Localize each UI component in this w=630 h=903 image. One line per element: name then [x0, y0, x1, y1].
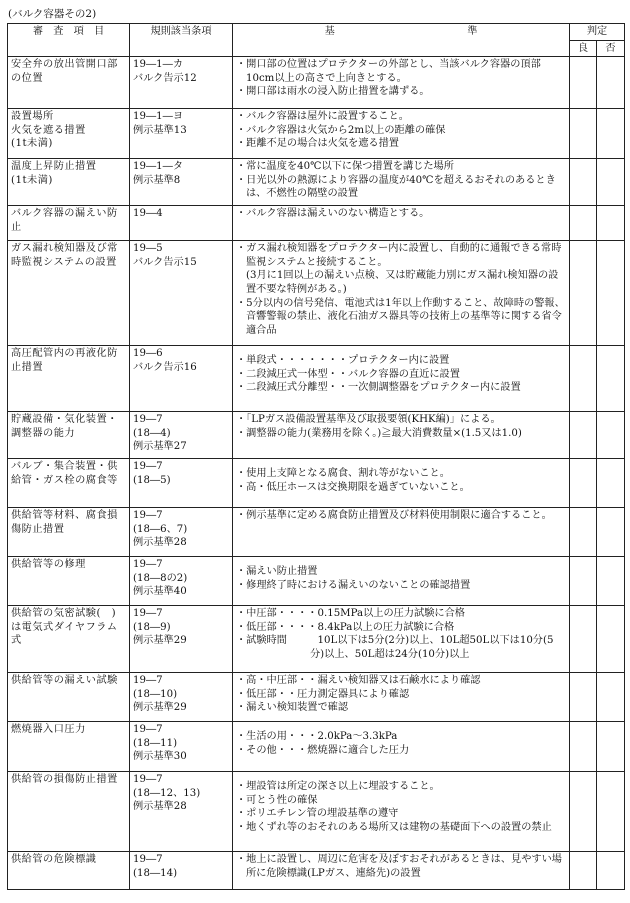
ref-line: (18―6、7) [133, 523, 188, 535]
judgment-bad-cell[interactable] [597, 241, 625, 346]
table-row [8, 673, 625, 722]
judgment-good-cell[interactable] [570, 346, 597, 412]
item-cell: バルク容器の漏えい防止 [8, 206, 130, 241]
criteria-cell [233, 412, 570, 459]
criteria-cell [233, 557, 570, 606]
judgment-bad-cell[interactable] [597, 673, 625, 722]
item-cell: 供給管等の漏えい試験 [8, 673, 130, 722]
table-row [8, 346, 625, 412]
spacer [236, 558, 566, 565]
criteria-line: ・バルク容器は火気から2m以上の距離の確保 [236, 124, 446, 136]
criteria-line: ・漏えい検知装置で確認 [236, 702, 349, 714]
ref-cell [130, 772, 233, 852]
table-row [8, 459, 625, 508]
criteria-line: ・生活の用・・・2.0kPa～3.3kPa [236, 731, 398, 743]
ref-cell [130, 673, 233, 722]
criteria-cell [233, 459, 570, 508]
ref-line: 19―1―タ [133, 161, 184, 173]
judgment-bad-cell[interactable] [597, 412, 625, 459]
ref-line: 19―1―カ [133, 59, 184, 71]
criteria-cell [233, 852, 570, 890]
criteria-cell [233, 722, 570, 772]
ref-line: 19―1―ヨ [133, 111, 184, 123]
inspection-checklist-table [7, 23, 625, 890]
criteria-line: ・低圧部・・・・8.4kPa以上の圧力試験に合格 [236, 621, 455, 633]
judgment-good-cell[interactable] [570, 206, 597, 241]
spacer [236, 460, 566, 467]
ref-line: 例示基準8 [133, 174, 181, 186]
judgment-bad-cell[interactable] [597, 772, 625, 852]
table-row [8, 557, 625, 606]
criteria-line: ・常に温度を40℃以下に保つ措置を講じた場所 [236, 161, 454, 173]
table-row [8, 159, 625, 206]
table-row [8, 57, 625, 109]
criteria-cell [233, 772, 570, 852]
criteria-cell [233, 109, 570, 159]
item-cell: 設置場所 火気を遮る措置 (1t未満) [8, 109, 130, 159]
criteria-cell [233, 508, 570, 557]
ref-line: 例示基準13 [133, 124, 187, 136]
criteria-line: ・その他・・・燃焼器に適合した圧力 [236, 744, 410, 756]
criteria-line: ・距離不足の場合は火気を遮る措置 [236, 138, 399, 150]
item-cell: 供給管の危険標識 [8, 852, 130, 890]
item-cell: 供給管等の修理 [8, 557, 130, 606]
ref-line: (18―9) [133, 621, 171, 633]
judgment-good-cell[interactable] [570, 109, 597, 159]
item-cell: 温度上昇防止措置 (1t未満) [8, 159, 130, 206]
header-ref: 規則該当条項 [130, 24, 233, 57]
ref-line: 例示基準29 [133, 702, 187, 714]
ref-line: 19―7 [133, 854, 163, 866]
criteria-line: ・可とう性の確保 [236, 794, 318, 806]
criteria-cell [233, 346, 570, 412]
ref-cell [130, 241, 233, 346]
ref-line: (18―14) [133, 867, 178, 879]
criteria-line: ・5分以内の信号発信、電池式は1年以上作動すること、故障時の警報、音響警報の禁止、液化石油ガス器具等の技術上の基準等に関する省令適合品 [236, 297, 565, 336]
criteria-line: ・ポリエチレン管の埋設基準の遵守 [236, 808, 399, 820]
criteria-line: ・試験時間 10L以下は5分(2分)以上、10L超50L以下は10分(5分)以上、50L超は24分(10分)以上 [236, 635, 554, 660]
criteria-cell [233, 206, 570, 241]
criteria-cell [233, 57, 570, 109]
ref-line: 19―7 [133, 461, 163, 473]
item-cell: 供給管の損傷防止措置 [8, 772, 130, 852]
table-row [8, 109, 625, 159]
table-row [8, 606, 625, 673]
ref-line: (18―4) [133, 427, 171, 439]
item-cell: 高圧配管内の再液化防止措置 [8, 346, 130, 412]
criteria-cell [233, 606, 570, 673]
criteria-cell [233, 159, 570, 206]
criteria-line: ・開口部は雨水の浸入防止措置を講ずる。 [236, 86, 430, 98]
judgment-good-cell[interactable] [570, 57, 597, 109]
criteria-line: ・ガス漏れ検知器をプロテクター内に設置し、自動的に通報できる常時監視システムと接続すること。 [236, 243, 562, 268]
judgment-good-cell[interactable] [570, 673, 597, 722]
criteria-line: ・調整器の能力(業務用を除く。)≧最大消費数量×(1.5又は1.0) [236, 427, 522, 439]
ref-cell [130, 606, 233, 673]
judgment-good-cell[interactable] [570, 412, 597, 459]
criteria-line: ・バルク容器は屋外に設置すること。 [236, 111, 409, 123]
item-cell: バルブ・集合装置・供給管・ガス栓の腐食等 [8, 459, 130, 508]
ref-cell [130, 109, 233, 159]
judgment-bad-cell[interactable] [597, 459, 625, 508]
ref-cell [130, 508, 233, 557]
judgment-good-cell[interactable] [570, 606, 597, 673]
ref-line: (18―5) [133, 474, 171, 486]
item-cell: ガス漏れ検知器及び常時監視システムの設置 [8, 241, 130, 346]
criteria-cell [233, 673, 570, 722]
criteria-line: ・二段減圧式一体型・・バルク容器の直近に設置 [236, 368, 460, 380]
ref-cell [130, 57, 233, 109]
ref-line: バルク告示15 [133, 256, 197, 268]
ref-line: 19―7 [133, 608, 163, 620]
item-cell: 供給管等材料、腐食損傷防止措置 [8, 508, 130, 557]
ref-line: 例示基準40 [133, 586, 187, 598]
judgment-bad-cell[interactable] [597, 109, 625, 159]
criteria-line: ・開口部の位置はプロテクターの外部とし、当該バルク容器の頂部10cm以上の高さで上向きとする。 [236, 59, 541, 84]
judgment-good-cell[interactable] [570, 459, 597, 508]
judgment-bad-cell[interactable] [597, 57, 625, 109]
item-cell: 貯蔵設備・気化装置・調整器の能力 [8, 412, 130, 459]
item-cell: 供給管の気密試験( )は電気式ダイヤフラム式 [8, 606, 130, 673]
item-cell: 安全弁の放出管開口部の位置 [8, 57, 130, 109]
criteria-line: ・高・中圧部・・漏えい検知器又は石鹸水により確認 [236, 675, 481, 687]
header-criteria: 基 準 [233, 24, 570, 57]
ref-line: 例示基準28 [133, 537, 187, 549]
header-good: 良 [570, 40, 597, 57]
judgment-good-cell[interactable] [570, 508, 597, 557]
judgment-bad-cell[interactable] [597, 206, 625, 241]
ref-line: 例示基準27 [133, 441, 187, 453]
criteria-line: ・使用上支障となる腐食、割れ等がないこと。 [236, 468, 450, 480]
ref-cell [130, 722, 233, 772]
ref-line: 19―6 [133, 348, 163, 360]
table-row [8, 772, 625, 852]
criteria-line: ・例示基準に定める腐食防止措置及び材料使用制限に適合すること。 [236, 510, 552, 522]
ref-line: 19―4 [133, 208, 163, 220]
ref-line: 19―7 [133, 724, 163, 736]
table-row [8, 852, 625, 890]
judgment-bad-cell[interactable] [597, 557, 625, 606]
criteria-line: ・単段式・・・・・・・プロテクター内に設置 [236, 355, 450, 367]
ref-line: 19―7 [133, 675, 163, 687]
table-row [8, 722, 625, 772]
page-caption: (バルク容器その2) [8, 8, 97, 20]
criteria-line: (3月に1回以上の漏えい点検、又は貯蔵能力別にガス漏れ検知器の設置不要な特例がある。) [246, 270, 559, 295]
judgment-bad-cell[interactable] [597, 852, 625, 890]
ref-line: 19―7 [133, 510, 163, 522]
criteria-line: ・漏えい防止措置 [236, 566, 318, 578]
judgment-good-cell[interactable] [570, 557, 597, 606]
judgment-good-cell[interactable] [570, 159, 597, 206]
criteria-line: ・低圧部・・圧力測定器具により確認 [236, 688, 410, 700]
table-row [8, 241, 625, 346]
ref-line: 19―7 [133, 774, 163, 786]
ref-cell [130, 159, 233, 206]
criteria-line: ・バルク容器は漏えいのない構造とする。 [236, 208, 430, 220]
spacer [236, 723, 566, 730]
table-row [8, 412, 625, 459]
judgment-bad-cell[interactable] [597, 159, 625, 206]
spacer [236, 773, 566, 780]
ref-cell [130, 412, 233, 459]
criteria-line: ・「LPガス設備設置基準及び取扱要領(KHK編)」による。 [236, 414, 501, 426]
criteria-line: ・高・低圧ホースは交換期限を過ぎていないこと。 [236, 481, 470, 493]
criteria-line: ・地上に設置し、周辺に危害を及ぼすおそれがあるときは、見やすい場所に危険標識(LPガス、連絡先)の設置 [236, 854, 562, 879]
ref-line: (18―10) [133, 688, 178, 700]
header-judgment: 判定 [570, 24, 625, 41]
judgment-bad-cell[interactable] [597, 722, 625, 772]
criteria-line: ・中圧部・・・・0.15MPa以上の圧力試験に合格 [236, 608, 465, 620]
header-bad: 否 [597, 40, 625, 57]
criteria-line: ・地くずれ等のおそれのある場所又は建物の基礎面下への設置の禁止 [236, 821, 552, 833]
ref-cell [130, 346, 233, 412]
ref-line: 19―7 [133, 559, 163, 571]
ref-cell [130, 206, 233, 241]
ref-cell [130, 459, 233, 508]
criteria-line: ・埋設管は所定の深さ以上に埋設すること。 [236, 781, 440, 793]
ref-line: (18―8の2) [133, 572, 188, 584]
table-row [8, 508, 625, 557]
ref-line: (18―11) [133, 737, 178, 749]
criteria-cell [233, 241, 570, 346]
judgment-good-cell[interactable] [570, 241, 597, 346]
ref-cell [130, 852, 233, 890]
ref-cell [130, 557, 233, 606]
criteria-line: ・日光以外の熱源により容器の温度が40℃を超えるおそれのあるときは、不燃性の隔壁の設置 [236, 174, 556, 200]
ref-line: (18―12、13) [133, 787, 201, 799]
criteria-line: ・修理終了時における漏えいのないことの確認措置 [236, 579, 471, 591]
judgment-bad-cell[interactable] [597, 606, 625, 673]
judgment-good-cell[interactable] [570, 852, 597, 890]
item-cell: 燃焼器入口圧力 [8, 722, 130, 772]
ref-line: 19―5 [133, 243, 163, 255]
ref-line: 19―7 [133, 414, 163, 426]
ref-line: 例示基準28 [133, 801, 187, 813]
ref-line: 例示基準29 [133, 635, 187, 647]
ref-line: 例示基準30 [133, 751, 187, 763]
spacer [236, 347, 566, 354]
header-item: 審 査 項 目 [8, 24, 130, 57]
table-row [8, 206, 625, 241]
judgment-bad-cell[interactable] [597, 346, 625, 412]
judgment-bad-cell[interactable] [597, 508, 625, 557]
judgment-good-cell[interactable] [570, 772, 597, 852]
ref-line: バルク告示12 [133, 72, 197, 84]
judgment-good-cell[interactable] [570, 722, 597, 772]
ref-line: バルク告示16 [133, 361, 197, 373]
criteria-line: ・二段減圧式分離型・・一次側調整器をプロテクター内に設置 [236, 382, 521, 394]
